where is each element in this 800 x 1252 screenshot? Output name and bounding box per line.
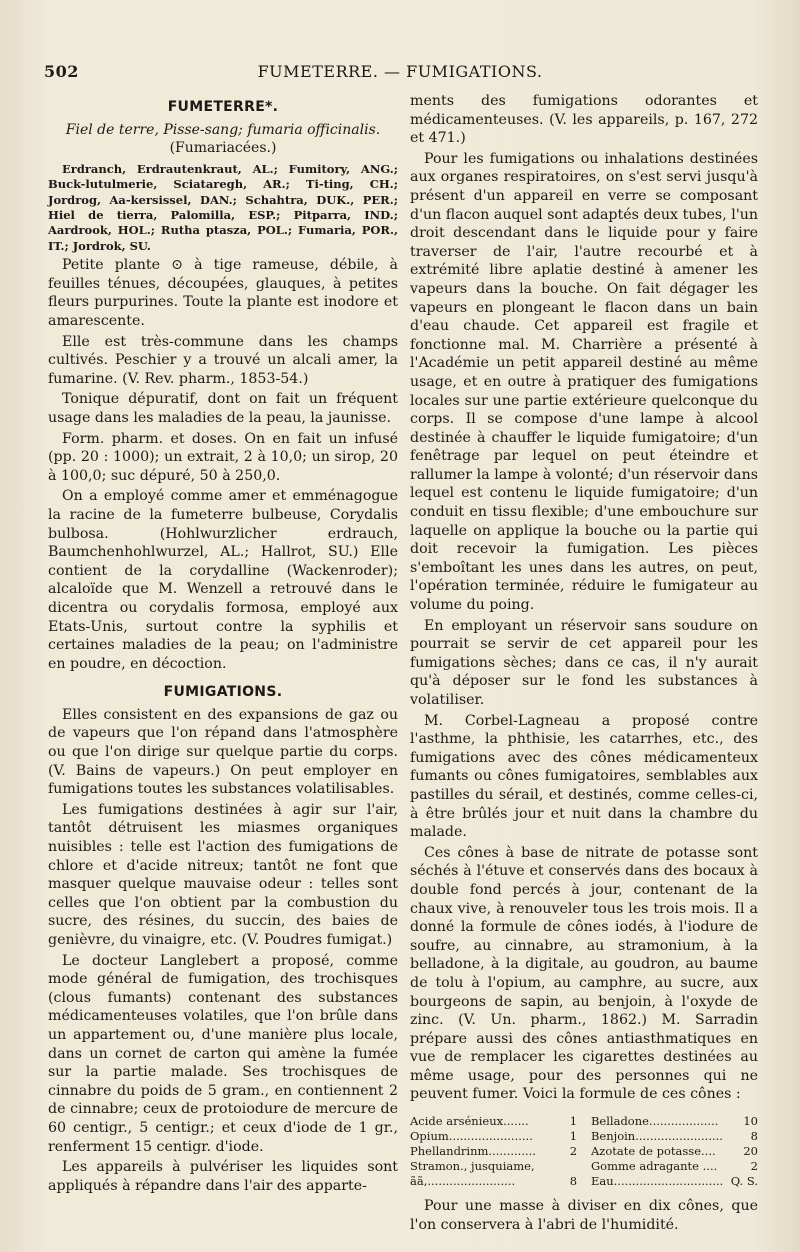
family-line: (Fumariacées.): [169, 140, 277, 157]
paragraph: Elles consistent en des expansions de gaz ou de vapeurs que l'on répand dans l'atmosphère ou que l'on dirige sur quelque partie du corps. (V. Bains de vapeurs.) On peut employer en fumigations toutes les substances volatilisables.: [48, 706, 398, 798]
page-header: [44, 62, 756, 86]
formula-column-right: [591, 1114, 758, 1189]
formula-item: Eau.............................. Q. S.: [590, 1174, 758, 1189]
running-title: FUMETERRE. — FUMIGATIONS.: [257, 62, 543, 81]
paragraph: En employant un réservoir sans soudure on pourrait se servir de cet appareil pour les fumigations sèches; dans ce cas, il n'y aurait qu'à déposer sur le fond les substances à volatiliser.: [410, 617, 758, 708]
section-heading-fumigations: FUMIGATIONS.: [163, 684, 283, 701]
paragraph: Ces cônes à base de nitrate de potasse sont séchés à l'étuve et conservés dans des bocaux à double fond percés à jour, contenant de la chaux vive, à renouveler tous les trois mois. Il a donné la formule de cônes iodés, à l'iodure de soufre, au cinnabre, au stramonium, à la belladone, à la digitale, au goudron, au baume de tolu à l'opium, au camphre, au sucre, aux bourgeons de sapin, au benjoin, à l'oxyde de zinc. (V. Un. pharm., 1862.) M. Sarradin prépare aussi des cônes antiasthmatiques en vue de remplacer les cigarettes destinées au même usage, pour des personnes qui ne peuvent fumer. Voici la formule de ces cônes :: [410, 844, 758, 1103]
formula-item: ãã,........................ 8: [410, 1174, 578, 1189]
paragraph: Pour les fumigations ou inhalations destinées aux organes respiratoires, on s'est servi jusqu'à présent d'un appareil en verre se composant d'un flacon auquel sont adaptés deux tubes, l'un droit descendant dans le liquide pour y faire traverser de l'air, l'autre recourbé et à extrémité libre aplatie destiné à amener les vapeurs dans la bouche. On fait dégager les vapeurs en plongeant le flacon dans un bain d'eau chaude. Cet appareil est fragile et fonctionne mal. M. Charrière a présenté à l'Académie un petit appareil destiné au même usage, et en outre à pratiquer des fumigations locales sur une partie extérieure quelconque du corps. Il se compose d'une lampe à alcool destinée à chauffer le liquide fumigatoire; d'un fenêtrage par lequel on peut éteindre et rallumer la lampe à volonté; d'un réservoir dans lequel est contenu le liquide fumigatoire; d'un conduit en tissu flexible; d'une embouchure sur laquelle on applique la bouche ou la partie qui doit recevoir la fumigation. Les pièces s'emboîtant les unes dans les autres, on peut, l'opération terminée, réduire le fumigateur au volume du poing.: [410, 150, 758, 614]
formula-item: Acide arsénieux....... 1: [410, 1114, 578, 1129]
formula-item: Azotate de potasse.... 20: [590, 1144, 758, 1159]
formula-column-left: [410, 1114, 577, 1189]
left-column: [48, 92, 398, 1197]
paragraph: Petite plante ⊙ à tige rameuse, débile, à feuilles ténues, découpées, glauques, à petites fleurs purpurines. Toute la plante est inodore et amarescente.: [48, 257, 398, 329]
paragraph: Elle est très-commune dans les champs cultivés. Peschier y a trouvé un alcali amer, la fumarine. (V. Rev. pharm., 1853-54.): [48, 333, 398, 387]
paragraph: M. Corbel-Lagneau a proposé contre l'asthme, la phthisie, les catarrhes, etc., des fumigations avec des cônes médicamenteux fumants ou cônes fumigatoires, semblables aux pastilles du sérail, et destinés, comme celles-ci, à être brûlés jour et nuit dans la chambre du malade.: [410, 712, 758, 841]
page-number: 502: [44, 62, 79, 81]
paragraph: Tonique dépuratif, dont on fait un fréquent usage dans les maladies de la peau, la jaunisse.: [48, 391, 398, 426]
right-column: [410, 92, 758, 1236]
vernacular-names: Erdranch, Erdrautenkraut, AL.; Fumitory, ANG.; Buck-lutulmerie, Sciataregh, AR.; Ti-ting, CH.; Jordrog, Aa-kersissel, DAN.; Schahtra, DUK., PER.; Hiel de tierra, Palomilla, ESP.; Pitparra, IND.; Aardrook, HOL.; Rutha ptasza, POL.; Fumaria, POR., IT.; Jordrok, SU.: [48, 161, 398, 253]
formula-item: Phellandrinm............. 2: [410, 1144, 578, 1159]
formula-item: Stramon., jusquiame,: [410, 1159, 535, 1174]
synonym-line: Fiel de terre, Pisse-sang; fumaria officinalis.: [65, 121, 381, 138]
formula-item: Belladone................... 10: [590, 1114, 758, 1129]
formula-table: [410, 1114, 758, 1189]
paragraph: On a employé comme amer et emménagogue la racine de la fumeterre bulbeuse, Corydalis bulbosa. (Hohlwurzlicher erdrauch, Baumchenhohlwurzel, AL.; Hallrot, SU.) Elle contient de la corydalline (Wackenroder); alcaloïde que M. Wenzell a retrouvé dans le dicentra ou corydalis formosa, employé aux Etats-Unis, surtout contre la syphilis et certaines maladies de la peau; on l'administre en poudre, en décoction.: [48, 488, 398, 672]
closing-paragraph: Pour une masse à diviser en dix cônes, que l'on conservera à l'abri de l'humidité.: [410, 1198, 758, 1233]
paragraph: Le docteur Langlebert a proposé, comme mode général de fumigation, des trochisques (clous fumants) contenant des substances médicamenteuses volatiles, que l'on brûle dans un appartement ou, d'une manière plus locale, dans un cornet de carton qui amène la fumée sur la partie malade. Ses trochisques de cinnabre du poids de 5 gram., en contiennent 2 de cinnabre; ceux de protoiodure de mercure de 60 centigr., 5 centigr.; et ceux d'iode de 1 gr., renferment 15 centigr. d'iode.: [48, 952, 398, 1155]
formula-item: Benjoin........................ 8: [590, 1129, 758, 1144]
formula-item: Opium....................... 1: [410, 1129, 578, 1144]
section-heading-fumeterre: FUMETERRE*.: [167, 99, 279, 115]
formula-item: Gomme adragante .... 2: [590, 1159, 758, 1174]
paragraph: Les fumigations destinées à agir sur l'air, tantôt détruisent les miasmes organiques nuisibles : telle est l'action des fumigations de chlore et d'acide nitreux; tantôt ne font que masquer quelque mauvaise odeur : telles sont celles que l'on obtient par la combustion du sucre, des résines, du succin, des baies de genièvre, du vinaigre, etc. (V. Poudres fumigat.): [48, 801, 398, 948]
paragraph: Les appareils à pulvériser les liquides sont appliqués à répandre dans l'air des apparte-: [48, 1159, 398, 1194]
paragraph: ments des fumigations odorantes et médicamenteuses. (V. les appareils, p. 167, 272 et 471.): [410, 93, 758, 147]
paragraph: Form. pharm. et doses. On en fait un infusé (pp. 20 : 1000); un extrait, 2 à 10,0; un sirop, 20 à 100,0; suc dépuré, 50 à 250,0.: [48, 430, 398, 484]
